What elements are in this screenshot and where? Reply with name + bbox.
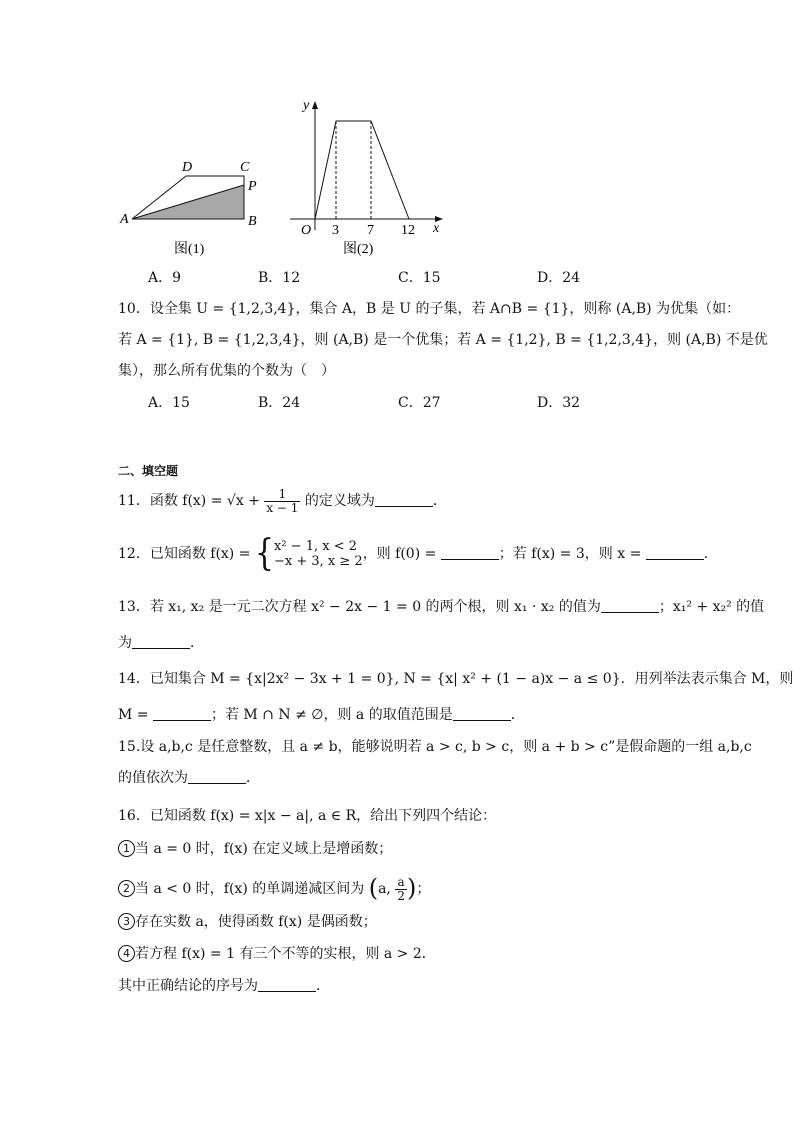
q16-answer-blank[interactable] bbox=[258, 977, 316, 992]
q10-line-1: 10．设全集 U = {1,2,3,4}，集合 A，B 是 U 的子集，若 A∩B = {1}，则称 (A,B) 为优集（如： bbox=[118, 301, 741, 317]
figure-2-graph bbox=[285, 95, 450, 260]
figure-1-trapezoid bbox=[112, 155, 272, 260]
circled-number-4-icon: 4 bbox=[118, 945, 135, 962]
q16-item-3 bbox=[118, 912, 377, 932]
circled-number-1-icon: 1 bbox=[118, 840, 135, 857]
q16-item-1-text: 当 a = 0 时，f(x) 在定义域上是增函数； bbox=[135, 841, 393, 857]
q11 bbox=[118, 486, 447, 516]
q11-end: ． bbox=[432, 493, 447, 509]
q9-option-b[interactable]: B．12 bbox=[258, 270, 301, 286]
q12-text-2: ，则 f(0) = bbox=[362, 546, 441, 562]
label-C: C bbox=[240, 160, 250, 175]
label-P: P bbox=[248, 179, 257, 194]
q14-answer-blank-1[interactable] bbox=[153, 706, 211, 721]
q14-answer-blank-2[interactable] bbox=[453, 706, 511, 721]
figure-1-caption: 图(1) bbox=[174, 242, 205, 257]
q12-brace: { bbox=[254, 532, 274, 575]
q13-answer-blank-1[interactable] bbox=[601, 598, 659, 613]
q13-end: ． bbox=[190, 635, 204, 651]
q13-text-2: ；x₁² + x₂² 的值 bbox=[658, 599, 765, 615]
label-O: O bbox=[301, 223, 312, 238]
q16-item-2 bbox=[118, 873, 430, 904]
q12-cases bbox=[274, 539, 363, 569]
q13-text-3: 为 bbox=[118, 635, 132, 651]
q14-text: M = bbox=[118, 707, 153, 723]
q12-text-3: ；若 f(x) = 3，则 x = bbox=[498, 546, 646, 562]
label-B: B bbox=[248, 214, 257, 229]
q15-end: ． bbox=[246, 770, 260, 786]
q16-end: ． bbox=[316, 978, 330, 994]
q10-line-2: 若 A = {1}, B = {1,2,3,4}，则 (A,B) 是一个优集；若 A = {1,2}, B = {1,2,3,4}，则 (A,B) 不是优 bbox=[118, 332, 768, 348]
q14-end: ． bbox=[510, 707, 525, 723]
q15-line-2 bbox=[118, 768, 260, 788]
q12 bbox=[118, 532, 718, 575]
q14-text-2: ；若 M ∩ N ≠ ∅，则 a 的取值范围是 bbox=[210, 707, 453, 723]
q10-line-3: 集），那么所有优集的个数为（ ） bbox=[118, 363, 335, 379]
q16-last-text: 其中正确结论的序号为 bbox=[118, 978, 258, 994]
q11-fraction bbox=[264, 488, 300, 515]
q14-line-1: 14．已知集合 M = {x|2x² − 3x + 1 = 0}, N = {x| x² + (1 − a)x − a ≤ 0}．用列举法表示集合 M，则 bbox=[118, 671, 794, 687]
q16-item-4-text: 若方程 f(x) = 1 有三个不等的实根，则 a > 2． bbox=[135, 946, 436, 962]
q11-text: 11．函数 f(x) = √x + bbox=[118, 493, 265, 509]
label-y: y bbox=[303, 98, 310, 113]
q13-answer-blank-2[interactable] bbox=[132, 634, 190, 649]
q16-item-2-end: ； bbox=[416, 881, 431, 897]
q16-interval-a: a, bbox=[378, 881, 396, 897]
q15-text: 的值依次为 bbox=[118, 770, 188, 786]
q10-option-c[interactable]: C．27 bbox=[398, 395, 441, 411]
label-A: A bbox=[120, 212, 129, 227]
circled-number-3-icon: 3 bbox=[118, 913, 135, 930]
graph-curve bbox=[315, 121, 409, 219]
section-heading: 二、填空题 bbox=[118, 464, 179, 478]
q16-numerator: a bbox=[395, 876, 407, 890]
q11-numerator: 1 bbox=[264, 488, 300, 502]
q9-option-d[interactable]: D．24 bbox=[537, 270, 581, 286]
q16-item-1 bbox=[118, 839, 392, 859]
q12-end: ． bbox=[703, 546, 718, 562]
tick-3: 3 bbox=[332, 223, 339, 238]
q10-option-d[interactable]: D．32 bbox=[537, 395, 581, 411]
q16-last-line bbox=[118, 976, 330, 996]
label-x: x bbox=[433, 221, 440, 236]
q16-paren-open: ( bbox=[368, 874, 379, 902]
label-D: D bbox=[182, 160, 193, 175]
q12-case-1: x² − 1, x < 2 bbox=[274, 539, 357, 554]
q16-item-3-text: 存在实数 a，使得函数 f(x) 是偶函数； bbox=[135, 914, 377, 930]
q16-item-2-text: 当 a < 0 时，f(x) 的单调递减区间为 bbox=[135, 881, 369, 897]
q11-answer-blank[interactable] bbox=[375, 492, 433, 507]
q15-answer-blank[interactable] bbox=[188, 769, 246, 784]
q13-line-1 bbox=[118, 597, 764, 617]
q12-answer-blank-1[interactable] bbox=[441, 545, 499, 560]
q9-option-a[interactable]: A．9 bbox=[148, 270, 182, 286]
q12-text: 12．已知函数 f(x) = bbox=[118, 546, 255, 562]
q12-answer-blank-2[interactable] bbox=[646, 545, 704, 560]
q10-option-b[interactable]: B．24 bbox=[258, 395, 301, 411]
figure-2-caption: 图(2) bbox=[343, 242, 374, 257]
q11-denominator: x − 1 bbox=[266, 500, 299, 515]
q16-line-1: 16．已知函数 f(x) = x|x − a|, a ∈ R，给出下列四个结论： bbox=[118, 808, 497, 824]
q9-option-c[interactable]: C．15 bbox=[398, 270, 441, 286]
q14-line-2 bbox=[118, 705, 525, 725]
q12-case-2: −x + 3, x ≥ 2 bbox=[274, 554, 363, 569]
q13-text: 13．若 x₁, x₂ 是一元二次方程 x² − 2x − 1 = 0 的两个根，则 x₁ · x₂ 的值为 bbox=[118, 599, 601, 615]
tick-12: 12 bbox=[401, 223, 415, 238]
tick-7: 7 bbox=[367, 223, 374, 238]
q11-text-2: 的定义域为 bbox=[300, 493, 375, 509]
y-axis-arrow bbox=[312, 101, 318, 109]
q16-fraction bbox=[395, 876, 407, 903]
q16-item-4 bbox=[118, 944, 436, 964]
q16-paren-close: ) bbox=[406, 874, 417, 902]
q13-line-2 bbox=[118, 633, 204, 653]
circled-number-2-icon: 2 bbox=[118, 880, 135, 897]
q10-option-a[interactable]: A．15 bbox=[148, 395, 190, 411]
q15-line-1: 15.设 a,b,c 是任意整数，且 a ≠ b，能够说明若 a > c, b > c，则 a + b > c”是假命题的一组 a,b,c bbox=[118, 739, 752, 755]
q16-denominator: 2 bbox=[397, 888, 405, 903]
